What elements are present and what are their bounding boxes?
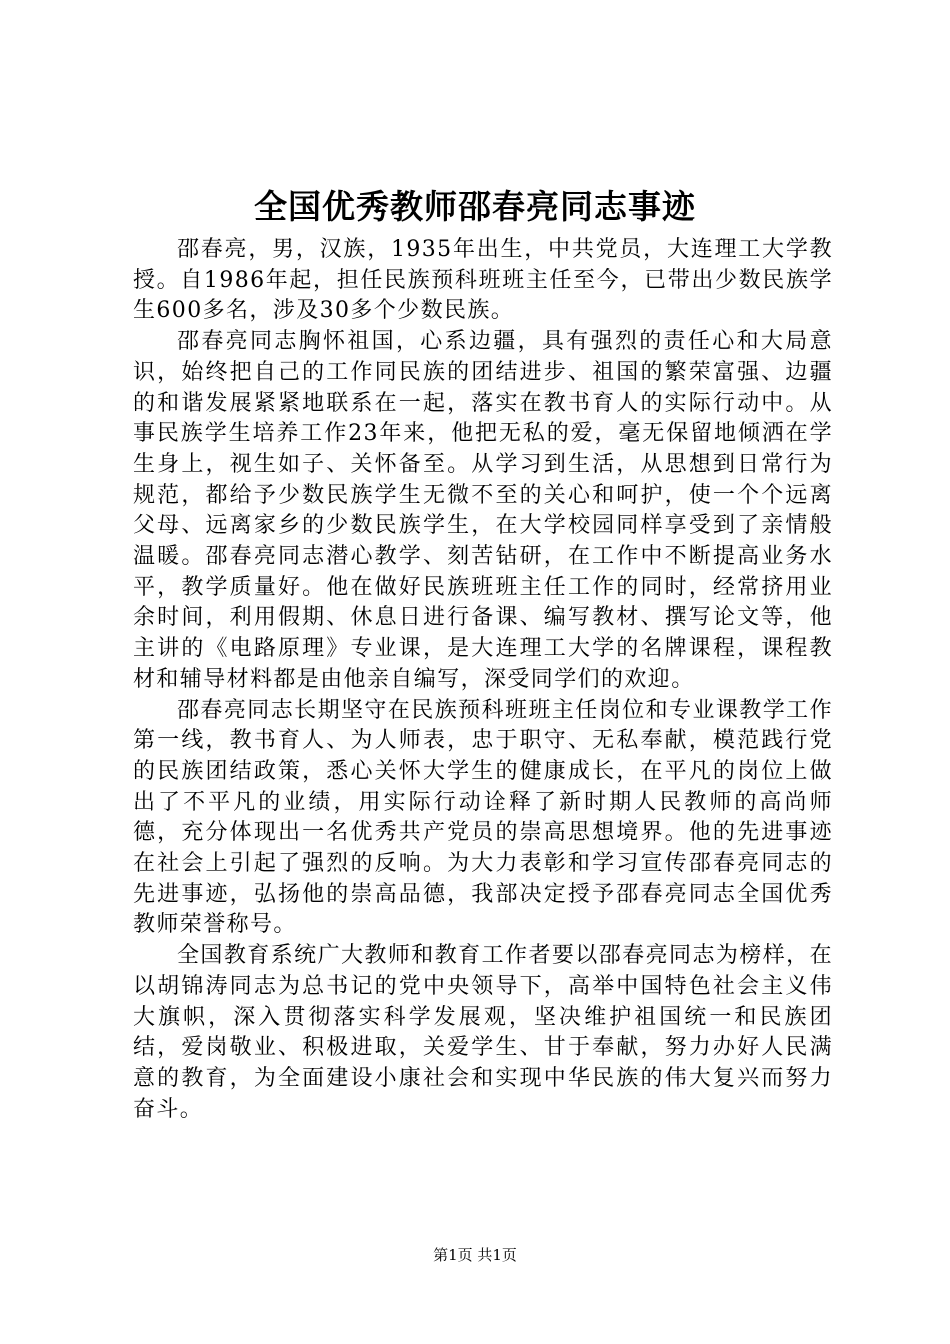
paragraph-2: 邵春亮同志胸怀祖国，心系边疆，具有强烈的责任心和大局意识，始终把自己的工作同民族的团结进步、祖国的繁荣富强、边疆的和谐发展紧紧地联系在一起，落实在教书育人的实际行动中。从事民族学生培养工作23年来，他把无私的爱，毫无保留地倾洒在学生身上，视生如子、关怀备至。从学习到生活，从思想到日常行为规范，都给予少数民族学生无微不至的关心和呵护，使一个个远离父母、远离家乡的少数民族学生，在大学校园同样享受到了亲情般温暖。邵春亮同志潜心教学、刻苦钻研，在工作中不断提高业务水平，教学质量好。他在做好民族班班主任工作的同时，经常挤用业余时间，利用假期、休息日进行备课、编写教材、撰写论文等，他主讲的《电路原理》专业课，是大连理工大学的名牌课程，课程教材和辅导材料都是由他亲自编写，深受同学们的欢迎。 bbox=[133, 329, 833, 692]
document-body bbox=[133, 235, 833, 1125]
paragraph-1: 邵春亮，男，汉族，1935年出生，中共党员，大连理工大学教授。自1986年起，担任民族预科班班主任至今，已带出少数民族学生600多名，涉及30多个少数民族。 bbox=[133, 237, 833, 324]
paragraph-3: 邵春亮同志长期坚守在民族预科班班主任岗位和专业课教学工作第一线，教书育人、为人师表，忠于职守、无私奉献，模范践行党的民族团结政策，悉心关怀大学生的健康成长，在平凡的岗位上做出了不平凡的业绩，用实际行动诠释了新时期人民教师的高尚师德，充分体现出一名优秀共产党员的崇高思想境界。他的先进事迹在社会上引起了强烈的反响。为大力表彰和学习宣传邵春亮同志的先进事迹，弘扬他的崇高品德，我部决定授予邵春亮同志全国优秀教师荣誉称号。 bbox=[133, 697, 833, 938]
page-footer: 第1页 共1页 bbox=[433, 1246, 517, 1264]
document-title: 全国优秀教师邵春亮同志事迹 bbox=[254, 187, 696, 226]
paragraph-4: 全国教育系统广大教师和教育工作者要以邵春亮同志为榜样，在以胡锦涛同志为总书记的党中央领导下，高举中国特色社会主义伟大旗帜，深入贯彻落实科学发展观，坚决维护祖国统一和民族团结，爱岗敬业、积极进取，关爱学生、甘于奉献，努力办好人民满意的教育，为全面建设小康社会和实现中华民族的伟大复兴而努力奋斗。 bbox=[133, 943, 833, 1122]
